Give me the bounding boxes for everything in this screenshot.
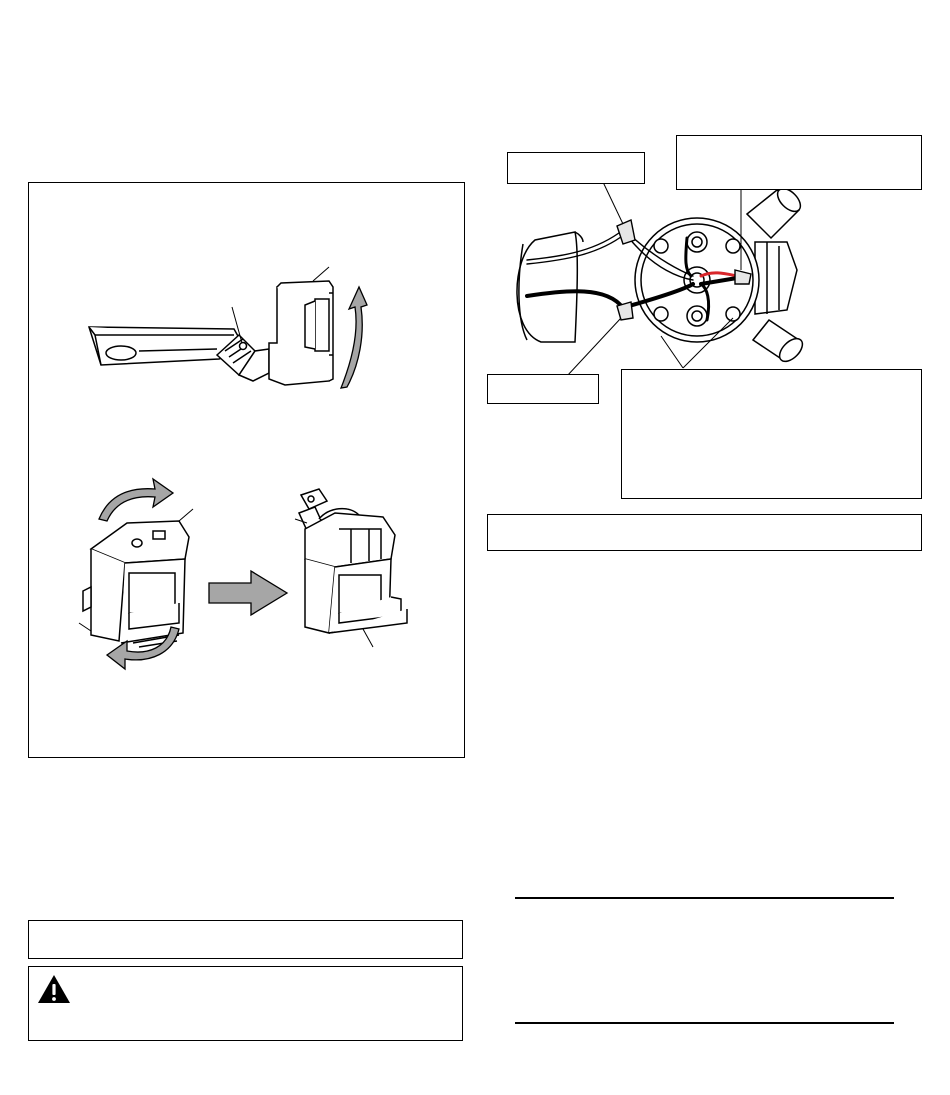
divider-bottom (515, 1022, 894, 1024)
callout-right (621, 369, 922, 499)
mounting-figure-panel (28, 182, 465, 758)
callout-top-left (507, 152, 645, 184)
caption-box (487, 514, 922, 551)
callout-top-right (676, 135, 922, 190)
tilt-arrow-icon (341, 287, 367, 388)
divider-top (515, 897, 894, 899)
rotate-arrow-top-icon (99, 479, 173, 521)
sensor-mounting-illustration (29, 183, 464, 757)
lamp-head-drawing (89, 281, 333, 385)
warning-box (28, 966, 463, 1041)
warning-triangle-icon (37, 974, 71, 1004)
next-step-arrow-icon (209, 571, 287, 615)
sensor-front-drawing-right (299, 489, 407, 633)
callout-left (487, 374, 599, 404)
note-box (28, 920, 463, 959)
